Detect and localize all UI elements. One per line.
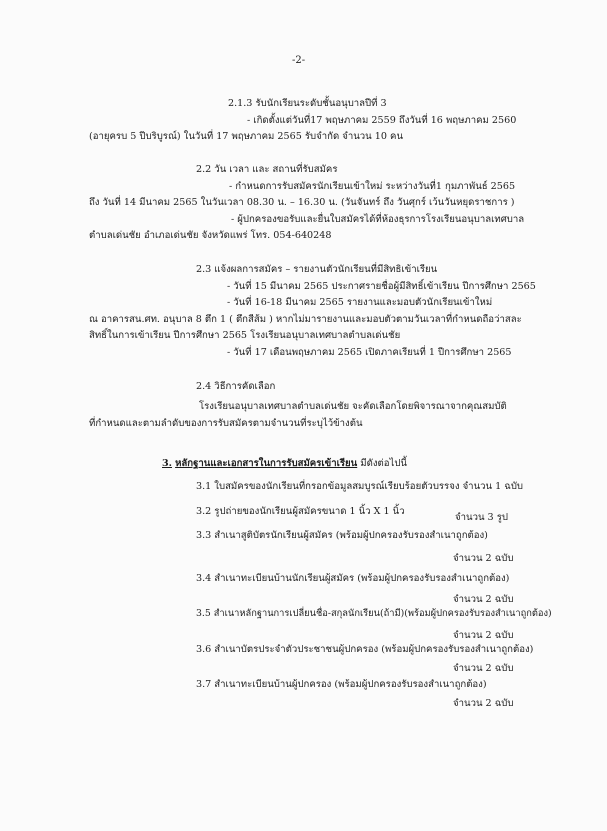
item-3-2-count: จำนวน 3 รูป [455,512,508,523]
item-3-4-text: 3.4 สำเนาทะเบียนบ้านนักเรียนผู้สมัคร (พร้อมผู้ปกครองรับรองสำเนาถูกต้อง) [196,573,510,584]
section-2-2-line2: ถึง วันที่ 14 มีนาคม 2565 ในวันเวลา 08.30 น. – 16.30 น. (วันจันทร์ ถึง วันศุกร์ เว้นวันหยุดราชการ ) [89,197,515,208]
item-3-4-count: จำนวน 2 ฉบับ [453,594,514,605]
section-2-1-3-line2: (อายุครบ 5 ปีบริบูรณ์) ในวันที่ 17 พฤษภาคม 2565 รับจำกัด จำนวน 10 คน [89,131,404,142]
section-3-heading [162,458,407,470]
section-2-3-line4: สิทธิ์ในการเข้าเรียน ปีการศึกษา 2565 โรงเรียนอนุบาลเทศบาลตำบลเด่นชัย [89,330,401,341]
item-3-5-count: จำนวน 2 ฉบับ [453,630,514,641]
section-2-3-heading: 2.3 แจ้งผลการสมัคร – รายงานตัวนักเรียนที่มีสิทธิเข้าเรียน [196,264,438,275]
section-2-4-line1: โรงเรียนอนุบาลเทศบาลตำบลเด่นชัย จะคัดเลือกโดยพิจารณาจากคุณสมบัติ [199,401,507,412]
item-3-1-text: 3.1 ใบสมัครของนักเรียนที่กรอกข้อมูลสมบูรณ์เรียบร้อยตัวบรรจง จำนวน 1 ฉบับ [196,481,523,492]
section-2-3-line1: - วันที่ 15 มีนาคม 2565 ประกาศรายชื่อผู้มีสิทธิ์เข้าเรียน ปีการศึกษา 2565 [227,281,536,292]
item-3-3-text: 3.3 สำเนาสูติบัตรนักเรียนผู้สมัคร (พร้อมผู้ปกครองรับรองสำเนาถูกต้อง) [196,530,488,541]
section-3-title-tail: มีดังต่อไปนี้ [357,458,407,469]
section-3-number: 3. [162,458,173,469]
section-2-2-heading: 2.2 วัน เวลา และ สถานที่รับสมัคร [196,164,338,175]
section-2-2-line1: - กำหนดการรับสมัครนักเรียนเข้าใหม่ ระหว่างวันที่1 กุมภาพันธ์ 2565 [229,181,516,192]
section-2-1-3-line1: - เกิดตั้งแต่วันที่17 พฤษภาคม 2559 ถึงวันที่ 16 พฤษภาคม 2560 [247,115,517,126]
section-2-3-line3: ณ อาคารสน.ศท. อนุบาล 8 ตึก 1 ( ตึกสีส้ม ) หากไม่มารายงานและมอบตัวตามวันเวลาที่กำหนดถือว่าสละ [89,314,522,325]
section-3-title: หลักฐานและเอกสารในการรับสมัครเข้าเรียน [175,458,358,469]
section-2-4-heading: 2.4 วิธีการคัดเลือก [196,381,276,392]
section-2-4-line2: ที่กำหนดและตามลำดับของการรับสมัครตามจำนวนที่ระบุไว้ข้างต้น [89,418,363,429]
item-3-6-text: 3.6 สำเนาบัตรประจำตัวประชาชนผู้ปกครอง (พร้อมผู้ปกครองรับรองสำเนาถูกต้อง) [196,644,534,655]
page-number: -2- [292,55,306,66]
item-3-6-count: จำนวน 2 ฉบับ [453,663,514,674]
item-3-7-text: 3.7 สำเนาทะเบียนบ้านผู้ปกครอง (พร้อมผู้ปกครองรับรองสำเนาถูกต้อง) [196,679,487,690]
item-3-5-text: 3.5 สำเนาหลักฐานการเปลี่ยนชื่อ-สกุลนักเรียน(ถ้ามี)(พร้อมผู้ปกครองรับรองสำเนาถูกต้อง) [196,608,552,619]
section-2-3-line5: - วันที่ 17 เดือนพฤษภาคม 2565 เปิดภาคเรียนที่ 1 ปีการศึกษา 2565 [227,347,512,358]
section-2-1-3-heading: 2.1.3 รับนักเรียนระดับชั้นอนุบาลปีที่ 3 [228,98,387,109]
item-3-3-count: จำนวน 2 ฉบับ [453,553,514,564]
section-2-2-line3: - ผู้ปกครองขอรับและยื่นใบสมัครได้ที่ห้องธุรการโรงเรียนอนุบาลเทศบาล [231,214,525,225]
section-2-2-line4: ตำบลเด่นชัย อำเภอเด่นชัย จังหวัดแพร่ โทร. 054-640248 [89,230,332,241]
item-3-7-count: จำนวน 2 ฉบับ [453,698,514,709]
section-2-3-line2: - วันที่ 16-18 มีนาคม 2565 รายงานและมอบตัวนักเรียนเข้าใหม่ [227,297,493,308]
item-3-2-text: 3.2 รูปถ่ายของนักเรียนผู้สมัครขนาด 1 นิ้ว X 1 นิ้ว [196,506,405,517]
